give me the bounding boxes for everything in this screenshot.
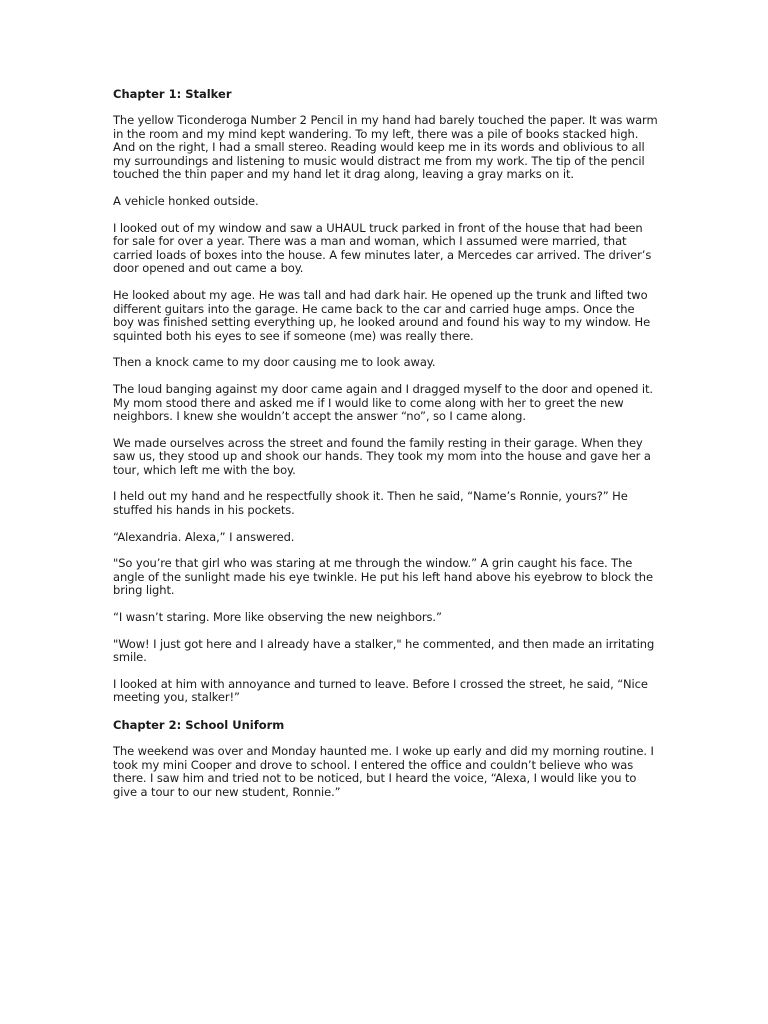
paragraph: I held out my hand and he respectfully shook it. Then he said, “Name’s Ronnie, yours?” He stuffed his hands in his pockets. xyxy=(113,489,628,518)
chapter-1-title: Chapter 1: Stalker xyxy=(113,87,232,101)
paragraph: I looked at him with annoyance and turned to leave. Before I crossed the street, he said, “Nice meeting you, stalker!” xyxy=(113,676,648,705)
paragraph: "Wow! I just got here and I already have a stalker," he commented, and then made an irritating smile. xyxy=(113,636,655,665)
paragraph: “I wasn’t staring. More like observing the new neighbors.” xyxy=(113,610,442,625)
paragraph: "So you’re that girl who was staring at me through the window.” A grin caught his face. The angle of the sunlight made his eye twinkle. He put his left hand above his eyebrow to block the bring light. xyxy=(113,556,653,598)
paragraph: The weekend was over and Monday haunted me. I woke up early and did my morning routine. I took my mini Cooper and drove to school. I entered the office and couldn’t believe who was there. I saw him and tried not to be noticed, but I heard the voice, “Alexa, I would like you to give a tour to our new student, Ronnie.” xyxy=(113,744,654,799)
paragraph: Then a knock came to my door causing me to look away. xyxy=(113,355,436,370)
document-page xyxy=(113,87,658,812)
paragraph: I looked out of my window and saw a UHAUL truck parked in front of the house that had been for sale for over a year. There was a man and woman, which I assumed were married, that carried loads of boxes into the house. A few minutes later, a Mercedes car arrived. The driver’s door opened and out came a boy. xyxy=(113,220,652,276)
paragraph: “Alexandria. Alexa,” I answered. xyxy=(113,529,295,544)
paragraph: He looked about my age. He was tall and had dark hair. He opened up the trunk and lifted two different guitars into the garage. He came back to the car and carried huge amps. Once the boy was finished setting everything up, he looked around and found his way to my window. He squinted both his eyes to see if someone (me) was really there. xyxy=(113,287,651,343)
paragraph: We made ourselves across the street and found the family resting in their garage. When they saw us, they stood up and shook our hands. They took my mom into the house and gave her a tour, which left me with the boy. xyxy=(113,435,651,477)
paragraph: The loud banging against my door came again and I dragged myself to the door and opened it. My mom stood there and asked me if I would like to come along with her to greet the new neighbors. I knew she wouldn’t accept the answer “no”, so I came along. xyxy=(113,381,653,424)
chapter-2-title: Chapter 2: School Uniform xyxy=(113,718,285,732)
paragraph: The yellow Ticonderoga Number 2 Pencil in my hand had barely touched the paper. It was warm in the room and my mind kept wandering. To my left, there was a pile of books stacked high. And on the right, I had a small stereo. Reading would keep me in its words and oblivious to all my surroundings and listening to music would distract me from my work. The tip of the pencil touched the thin paper and my hand let it drag along, leaving a gray marks on it. xyxy=(113,113,658,182)
paragraph: A vehicle honked outside. xyxy=(113,193,259,208)
